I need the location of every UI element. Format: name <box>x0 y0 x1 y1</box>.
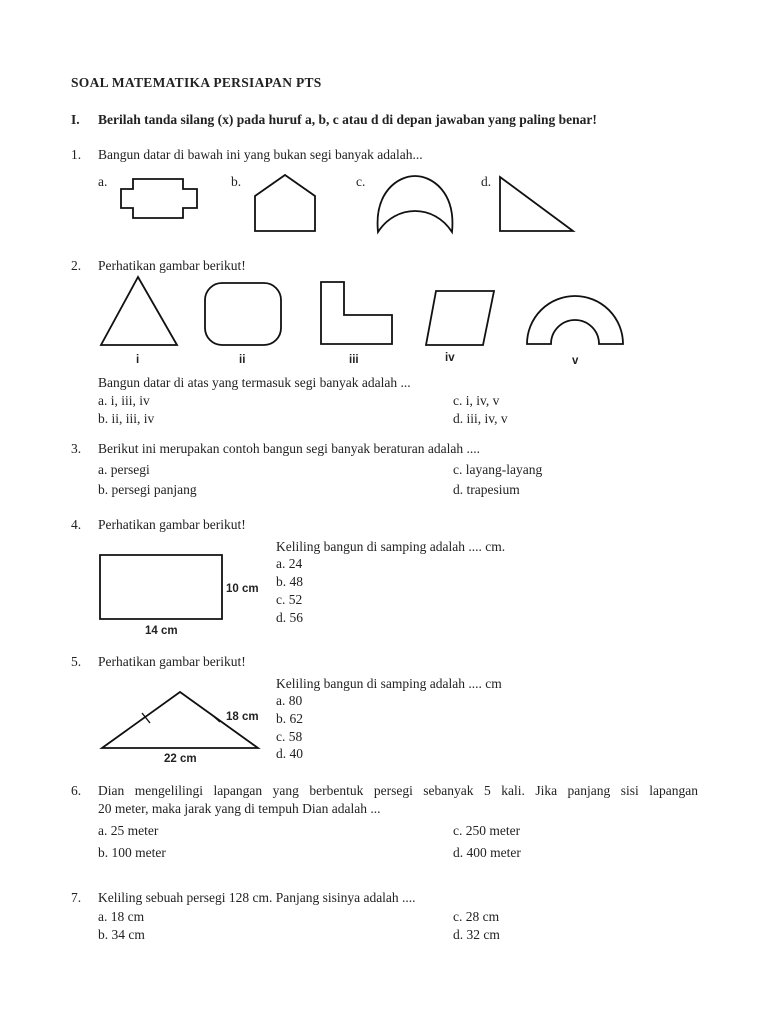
house-pentagon-icon <box>254 174 316 232</box>
q3-number: 3. <box>71 441 82 456</box>
q2-question: Bangun datar di atas yang termasuk segi banyak adalah ... <box>98 375 411 390</box>
q2-option-d[interactable]: d. iii, iv, v <box>453 411 508 426</box>
q2-figure-label-iii: iii <box>349 354 359 366</box>
right-triangle-icon <box>499 176 575 232</box>
q6-option-b[interactable]: b. 100 meter <box>98 845 166 860</box>
rectangle-figure <box>99 554 223 620</box>
parallelogram-figure <box>425 290 495 346</box>
q3-option-a[interactable]: a. persegi <box>98 462 150 477</box>
q2-option-c[interactable]: c. i, iv, v <box>453 393 500 408</box>
q4-option-b[interactable]: b. 48 <box>276 574 303 589</box>
q7-option-d[interactable]: d. 32 cm <box>453 927 500 942</box>
q2-text: Perhatikan gambar berikut! <box>98 258 246 273</box>
q3-option-b[interactable]: b. persegi panjang <box>98 482 197 497</box>
q6-text-line1: Dian mengelilingi lapangan yang berbentuk persegi sebanyak 5 kali. Jika panjang sisi lapangan <box>98 783 698 798</box>
q3-option-d[interactable]: d. trapesium <box>453 482 520 497</box>
q4-option-c[interactable]: c. 52 <box>276 592 303 607</box>
q4-option-d[interactable]: d. 56 <box>276 610 303 625</box>
q7-number: 7. <box>71 890 82 905</box>
curved-lens-icon <box>374 174 456 234</box>
q5-option-d[interactable]: d. 40 <box>276 746 303 761</box>
q4-number: 4. <box>71 517 82 532</box>
half-ring-figure <box>525 290 625 346</box>
section-number: I. <box>71 112 80 127</box>
q4-question: Keliling bangun di samping adalah .... cm. <box>276 539 506 554</box>
q5-base-label: 22 cm <box>164 753 197 765</box>
q1-option-a[interactable]: a. <box>98 174 108 189</box>
q7-text: Keliling sebuah persegi 128 cm. Panjang sisinya adalah .... <box>98 890 416 905</box>
page-title: SOAL MATEMATIKA PERSIAPAN PTS <box>71 75 322 90</box>
q2-option-a[interactable]: a. i, iii, iv <box>98 393 150 408</box>
q2-figure-label-i: i <box>136 354 140 366</box>
q3-option-c[interactable]: c. layang-layang <box>453 462 543 477</box>
q4-height-label: 10 cm <box>226 583 259 595</box>
q1-text: Bangun datar di bawah ini yang bukan segi banyak adalah... <box>98 147 423 162</box>
q1-option-b[interactable]: b. <box>231 174 242 189</box>
q6-option-d[interactable]: d. 400 meter <box>453 845 521 860</box>
q2-figure-label-v: v <box>572 355 579 367</box>
triangle-figure <box>100 276 178 346</box>
q2-number: 2. <box>71 258 82 273</box>
rounded-square-figure <box>204 282 282 346</box>
l-shape-figure <box>320 281 394 345</box>
q2-option-b[interactable]: b. ii, iii, iv <box>98 411 155 426</box>
section-instruction: Berilah tanda silang (x) pada huruf a, b, c atau d di depan jawaban yang paling benar! <box>98 112 597 127</box>
q1-option-c[interactable]: c. <box>356 174 366 189</box>
q5-option-b[interactable]: b. 62 <box>276 711 303 726</box>
q4-option-a[interactable]: a. 24 <box>276 556 303 571</box>
q4-width-label: 14 cm <box>145 625 178 637</box>
q6-option-c[interactable]: c. 250 meter <box>453 823 521 838</box>
q1-number: 1. <box>71 147 82 162</box>
q5-side-label: 18 cm <box>226 711 259 723</box>
q5-text: Perhatikan gambar berikut! <box>98 654 246 669</box>
q6-option-a[interactable]: a. 25 meter <box>98 823 159 838</box>
q2-figure-label-ii: ii <box>239 354 246 366</box>
q3-text: Berikut ini merupakan contoh bangun segi banyak beraturan adalah .... <box>98 441 481 456</box>
q5-question: Keliling bangun di samping adalah .... cm <box>276 676 502 691</box>
q5-number: 5. <box>71 654 82 669</box>
q2-figure-label-iv: iv <box>445 352 455 364</box>
q7-option-c[interactable]: c. 28 cm <box>453 909 500 924</box>
q6-number: 6. <box>71 783 82 798</box>
q5-option-c[interactable]: c. 58 <box>276 729 303 744</box>
q7-option-a[interactable]: a. 18 cm <box>98 909 145 924</box>
q5-option-a[interactable]: a. 80 <box>276 693 303 708</box>
q4-text: Perhatikan gambar berikut! <box>98 517 246 532</box>
q6-text-line2: 20 meter, maka jarak yang di tempuh Dian adalah ... <box>98 801 381 816</box>
cross-octagon-icon <box>119 178 199 220</box>
q7-option-b[interactable]: b. 34 cm <box>98 927 145 942</box>
q1-option-d[interactable]: d. <box>481 174 492 189</box>
